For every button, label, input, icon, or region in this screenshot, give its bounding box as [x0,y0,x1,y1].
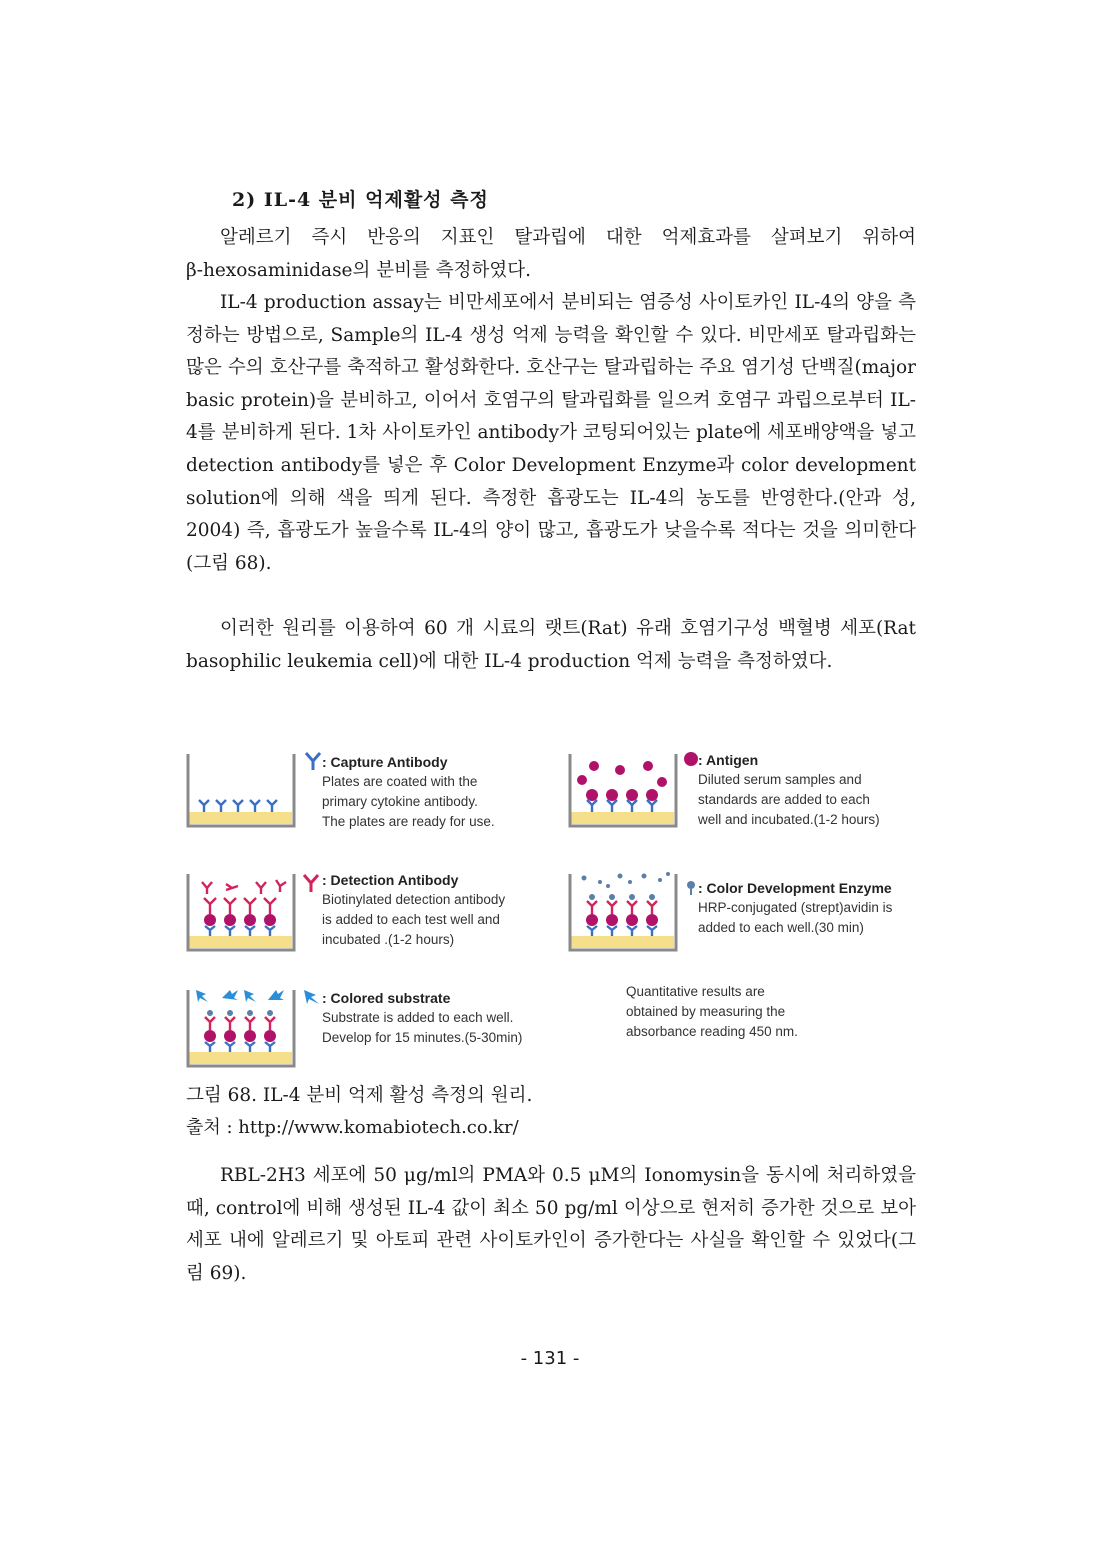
paragraph-3 [186,613,916,678]
paragraph-2 [186,287,916,580]
paragraph-3-text: 이러한 원리를 이용하여 60 개 시료의 랫트(Rat) 유래 호염기구성 백혈병 세포(Rat basophilic leukemia cell)에 대한 IL-4 production 억제 능력을 측정하였다. [186,618,916,672]
page-number: - 131 - [520,1348,580,1369]
paragraph-4-text: RBL-2H3 세포에 50 μg/ml의 PMA와 0.5 μM의 Ionomysin을 동시에 처리하였을 때, control에 비해 생성된 IL-4 값이 최소 50 pg/ml 이상으로 현저히 증가한 것으로 보아 세포 내에 알레르기 및 아토피 관련 사이토카인이 증가한다는 사실을 확인할 수 있었다(그림 69). [186,1165,916,1284]
paragraph-1 [186,222,916,287]
detection-antibody-line: incubated .(1-2 hours) [322,932,455,947]
enzyme-plate-illustration [568,868,678,954]
detection-antibody-text [322,870,552,950]
antigen-plate-illustration [568,748,678,830]
paragraph-1-line-1: 알레르기 즉시 반응의 지표인 탈과립에 대한 억제효과를 살펴보기 위하여 [220,227,916,248]
capture-antibody-line: The plates are ready for use. [322,814,495,829]
result-line: Quantitative results are [626,984,765,999]
capture-antibody-text [322,752,542,832]
section-heading: 2) IL-4 분비 억제활성 측정 [232,189,489,211]
detection-antibody-icon [300,872,322,894]
paragraph-2-text: IL-4 production assay는 비만세포에서 분비되는 염증성 사이토카인 IL-4의 양을 측정하는 방법으로, Sample의 IL-4 생성 억제 능력을 확인할 수 있다. 비만세포 탈과립화는 많은 수의 호산구를 축적하고 활성화한다. 호산구는 탈과립하는 주요 염기성 단백질(major basic protein)을 분비하고, 이어서 호염구의 탈과립화를 일으켜 호염구 과립으로부터 IL-4를 분비하게 된다. 1차 사이토카인 antibody가 코팅되어있는 plate에 세포배양액을 넣고 detection antibody를 넣은 후 Color Development Enzyme과 color development solution에 의해 색을 띄게 된다. 측정한 흡광도는 IL-4의 농도를 반영한다.(안과 성, 2004) 즉, 흡광도가 높을수록 IL-4의 양이 많고, 흡광도가 낮을수록 적다는 것을 의미한다(그림 68). [186,292,916,574]
detection-antibody-title: : Detection Antibody [322,872,459,888]
capture-antibody-line: primary cytokine antibody. [322,794,478,809]
color-enzyme-icon [684,880,698,896]
result-text [626,982,866,1042]
paragraph-4 [186,1160,916,1290]
color-enzyme-line: HRP-conjugated (strept)avidin is [698,900,893,915]
antigen-line: Diluted serum samples and [698,772,862,787]
antigen-line: standards are added to each [698,792,870,807]
antigen-text [698,750,918,830]
colored-substrate-line: Substrate is added to each well. [322,1010,514,1025]
elisa-principle-figure [186,748,916,1078]
substrate-plate-illustration [186,984,296,1070]
paragraph-1-line-2: β-hexosaminidase의 분비를 측정하였다. [186,259,531,281]
detection-antibody-line: Biotinylated detection antibody [322,892,506,907]
colored-substrate-icon [302,988,324,1006]
figure-source: 출처 : http://www.komabiotech.co.kr/ [186,1117,519,1138]
color-enzyme-title: : Color Development Enzyme [698,880,892,896]
result-line: obtained by measuring the [626,1004,786,1019]
detection-antibody-line: is added to each test well and [322,912,500,927]
colored-substrate-line: Develop for 15 minutes.(5-30min) [322,1030,523,1045]
capture-antibody-icon [302,750,324,772]
capture-antibody-title: : Capture Antibody [322,754,448,770]
detection-plate-illustration [186,868,296,954]
figure-caption: 그림 68. IL-4 분비 억제 활성 측정의 원리. [186,1085,533,1106]
colored-substrate-text [322,988,552,1048]
color-enzyme-text [698,878,928,938]
antigen-line: well and incubated.(1-2 hours) [698,812,880,827]
capture-plate-illustration [186,748,296,830]
antigen-title: : Antigen [698,752,759,768]
result-line: absorbance reading 450 nm. [626,1024,798,1039]
colored-substrate-title: : Colored substrate [322,990,451,1006]
capture-antibody-line: Plates are coated with the [322,774,478,789]
color-enzyme-line: added to each well.(30 min) [698,920,864,935]
